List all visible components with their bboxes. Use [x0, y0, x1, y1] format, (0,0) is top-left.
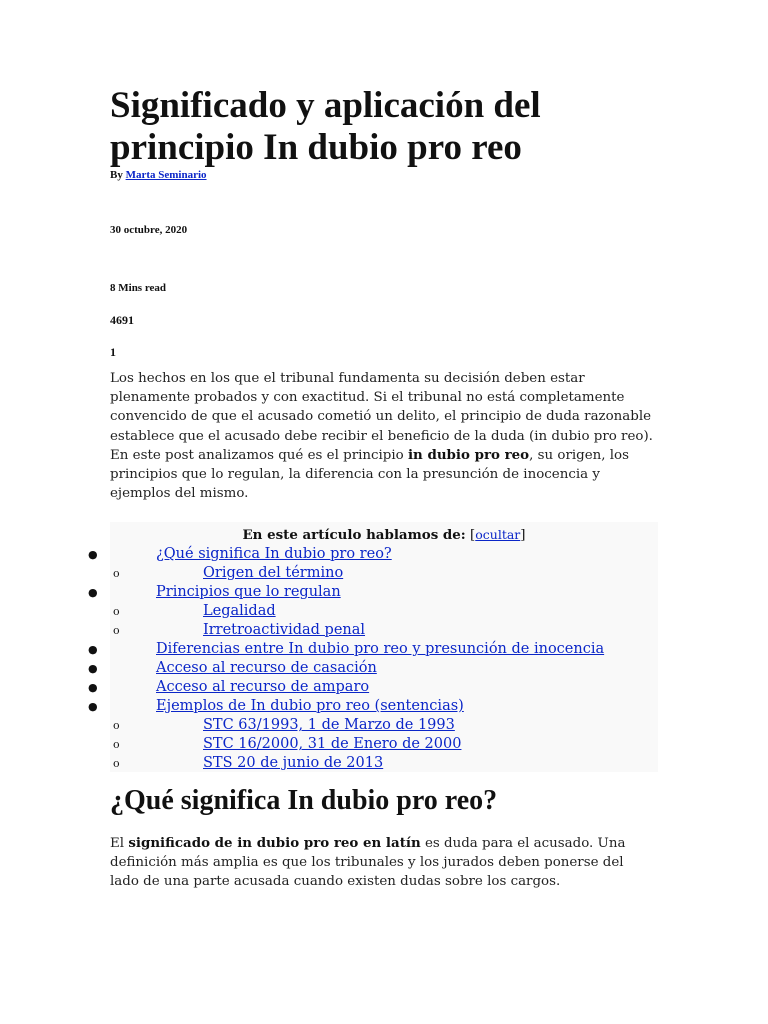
comment-count: 1 [110, 345, 116, 359]
toc-item [88, 640, 605, 659]
toc-bracket-close: ] [520, 528, 526, 543]
bullet-icon: ● [88, 586, 98, 599]
intro-text-2: , su origen, los principios que lo regulan, la diferencia con la presunción de inocencia y ejemplos del mismo. [110, 447, 629, 502]
article-title: Significado y aplicación del principio In dubio pro reo [110, 85, 541, 168]
toc-item [113, 754, 384, 773]
toc-header [110, 526, 658, 545]
toc-title: En este artículo hablamos de: [242, 527, 466, 543]
toc-item [88, 545, 392, 564]
intro-bold: in dubio pro reo [407, 446, 530, 463]
publish-date: 30 octubre, 2020 [110, 224, 188, 236]
section-bold: significado de in dubio pro reo en latín [128, 835, 421, 851]
section-text-1: El [110, 836, 129, 851]
byline [110, 169, 207, 181]
toc-item [113, 602, 276, 621]
bullet-icon: ● [88, 700, 98, 713]
read-time: 8 Mins read [110, 282, 167, 294]
hollow-bullet-icon: o [113, 567, 120, 580]
by-label: By [110, 169, 123, 181]
toc-item [113, 716, 455, 735]
hollow-bullet-icon: o [113, 624, 120, 637]
toc-link[interactable]: STC 16/2000, 31 de Enero de 2000 [203, 736, 462, 752]
hollow-bullet-icon: o [113, 605, 120, 618]
bullet-icon: ● [88, 643, 98, 656]
toc-link[interactable]: STC 63/1993, 1 de Marzo de 1993 [203, 717, 455, 733]
toc-link[interactable]: Origen del término [203, 565, 344, 581]
toc-item [113, 735, 462, 754]
toc-link[interactable]: STS 20 de junio de 2013 [203, 755, 384, 771]
toc-link[interactable]: Legalidad [203, 603, 276, 619]
toc-link[interactable]: Principios que lo regulan [156, 584, 341, 600]
toc-link[interactable]: Diferencias entre In dubio pro reo y presunción de inocencia [156, 641, 605, 657]
bullet-icon: ● [88, 662, 98, 675]
section-heading: ¿Qué significa In dubio pro reo? [110, 785, 498, 816]
hollow-bullet-icon: o [113, 757, 120, 770]
toc-link[interactable]: Acceso al recurso de casación [156, 660, 377, 676]
bullet-icon: ● [88, 548, 98, 561]
toc-bracket-open: [ [470, 528, 476, 543]
intro-paragraph [110, 369, 655, 503]
toc-item [88, 678, 370, 697]
toc-item [113, 564, 344, 583]
hollow-bullet-icon: o [113, 719, 120, 732]
hollow-bullet-icon: o [113, 738, 120, 751]
toc-hide-link[interactable]: ocultar [475, 527, 521, 542]
toc-link[interactable]: Ejemplos de In dubio pro reo (sentencias) [156, 698, 464, 714]
toc-link[interactable]: Acceso al recurso de amparo [156, 679, 370, 695]
view-count: 4691 [110, 313, 134, 327]
section-text-2: es duda para el acusado. Una definición más amplia es que los tribunales y los jurados deben ponerse del lado de una parte acusada cuando existen dudas sobre los cargos. [110, 836, 626, 890]
toc-link[interactable]: Irretroactividad penal [203, 622, 366, 638]
author-link[interactable]: Marta Seminario [125, 169, 207, 181]
intro-text-1: Los hechos en los que el tribunal fundamenta su decisión deben estar plenamente probados y con exactitud. Si el tribunal no está completamente convencido de que el acusado cometió un delito, el principio de duda razonable establece que el acusado debe recibir el beneficio de la duda (in dubio pro reo). En este post analizamos qué es el principio [110, 371, 653, 463]
toc-item [113, 621, 366, 640]
bullet-icon: ● [88, 681, 98, 694]
section-paragraph [110, 834, 650, 892]
toc-item [88, 697, 464, 716]
toc-link[interactable]: ¿Qué significa In dubio pro reo? [156, 546, 392, 562]
toc-item [88, 659, 377, 678]
toc-item [88, 583, 341, 602]
